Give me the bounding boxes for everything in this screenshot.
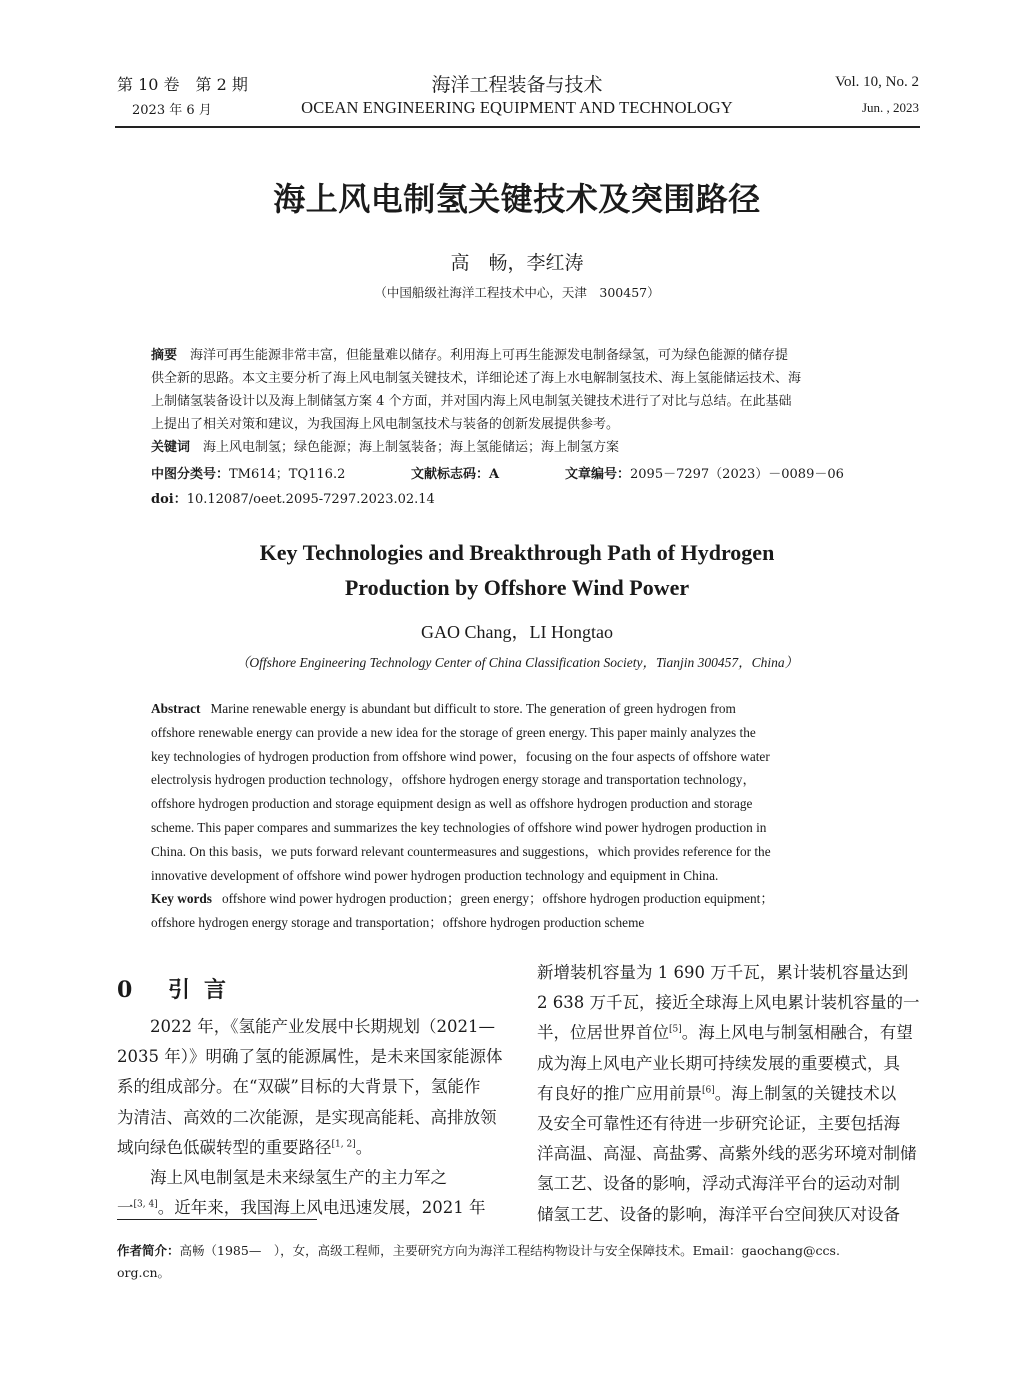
body-line: 及安全可靠性还有待进一步研究论证，主要包括海 — [537, 1114, 900, 1134]
body-line: 储氢工艺、设备的影响，海洋平台空间狭仄对设备 — [537, 1204, 900, 1224]
body-line: 有良好的推广应用前景 — [537, 1083, 702, 1103]
body-line: 为清洁、高效的二次能源，是实现高能耗、高排放领 — [117, 1107, 497, 1127]
abstract-en — [151, 697, 884, 935]
article-number-label: 文章编号： — [565, 467, 631, 482]
paper-title-en-line: Key Technologies and Breakthrough Path of Hydrogen — [259, 540, 775, 565]
body-line: 洋高温、高湿、高盐雾、高紫外线的恶劣环境对制储 — [537, 1144, 917, 1164]
article-number — [565, 463, 844, 482]
clc-label: 中图分类号： — [151, 467, 230, 482]
footnote-text: org.cn。 — [117, 1265, 171, 1280]
abstract-cn-line: 上提出了相关对策和建议，为我国海上风电制氢技术与装备的创新发展提供参考。 — [151, 417, 620, 432]
section-heading — [117, 973, 240, 1004]
doc-code-value: A — [489, 467, 500, 482]
body-line: 氢工艺、设备的影响，浮动式海洋平台的运动对制 — [537, 1174, 900, 1194]
abstract-en-line: innovative development of offshore wind power hydrogen production technology and equipment in China. — [151, 867, 719, 883]
publication-date: 2023 年 6 月 — [132, 103, 212, 118]
body-right-column — [537, 958, 920, 1230]
citation[interactable]: [6] — [702, 1085, 715, 1096]
paper-title-en — [0, 535, 1034, 605]
journal-name-en: OCEAN ENGINEERING EQUIPMENT AND TECHNOLOGY — [301, 98, 733, 117]
document-code — [411, 463, 499, 482]
body-line: 。近年来，我国海上风电迅速发展，2021 年 — [157, 1198, 486, 1218]
authors-cn: 高 畅，李红涛 — [450, 252, 584, 274]
body-line: 2035 年）》明确了氢的能源属性，是未来国家能源体 — [117, 1047, 503, 1067]
body-line: 新增装机容量为 1 690 万千瓦，累计装机容量达到 — [537, 963, 909, 982]
abstract-en-line: offshore hydrogen production and storage equipment design as well as offshore hydrogen production and storage — [151, 796, 753, 812]
section-number: 0 — [117, 977, 147, 1003]
keywords-cn-label: 关键词 — [151, 440, 191, 455]
doi-label: doi： — [151, 492, 187, 507]
authors-en: GAO Chang，LI Hongtao — [421, 622, 613, 642]
clc-number — [151, 463, 345, 482]
keywords-en: offshore wind power hydrogen production；green energy；offshore hydrogen production equipment； — [221, 891, 774, 907]
abstract-en-line: China. On this basis，we puts forward relevant countermeasures and suggestions，which provides reference for the — [151, 843, 771, 859]
abstract-cn-label: 摘要 — [151, 348, 178, 363]
affiliation-en: （Offshore Engineering Technology Center of China Classification Society，Tianjin 300457，China） — [235, 655, 799, 670]
citation[interactable]: [1, 2] — [331, 1139, 356, 1150]
keywords-en-label: Key words — [151, 891, 212, 907]
doi-value[interactable]: 10.12087/oeet.2095-7297.2023.02.14 — [186, 492, 435, 507]
abstract-en-line: electrolysis hydrogen production technology，offshore hydrogen energy storage and transportation technology， — [151, 772, 756, 788]
abstract-en-line: Marine renewable energy is abundant but difficult to store. The generation of green hydrogen from — [210, 701, 736, 716]
body-line: 域向绿色低碳转型的重要路径 — [117, 1137, 332, 1157]
paper-title-cn: 海上风电制氢关键技术及突围路径 — [273, 180, 761, 218]
volume-issue: 第 10 卷 第 2 期 — [117, 75, 248, 94]
body-line: 。海上制氢的关键技术以 — [714, 1083, 897, 1103]
publication-date-en: Jun. , 2023 — [861, 100, 919, 115]
body-line: 海上风电制氢是未来绿氢生产的主力军之 — [150, 1168, 447, 1188]
footnote-divider — [117, 1219, 317, 1220]
citation[interactable]: [5] — [669, 1024, 682, 1035]
abstract-en-line: offshore renewable energy can provide a new idea for the storage of green energy. This paper mainly analyzes the — [151, 724, 756, 740]
header-divider — [115, 126, 920, 128]
journal-name-cn: 海洋工程装备与技术 — [431, 74, 603, 96]
body-line: 一 — [117, 1198, 134, 1218]
body-line: 半，位居世界首位 — [537, 1023, 669, 1043]
body-line: 成为海上风电产业长期可持续发展的重要模式，具 — [537, 1053, 900, 1073]
abstract-cn-line: 海洋可再生能源非常丰富，但能量难以储存。利用海上可再生能源发电制备绿氢，可为绿色能源的储存提 — [190, 348, 789, 363]
section-title: 引言 — [167, 977, 240, 1003]
body-line: 2022 年，《氢能产业发展中长期规划（2021— — [150, 1017, 495, 1036]
article-number-value: 2095－7297（2023）－0089－06 — [630, 467, 844, 482]
abstract-cn-line: 供全新的思路。本文主要分析了海上风电制氢关键技术，详细论述了海上水电解制氢技术、海上氢能储运技术、海 — [151, 371, 802, 386]
abstract-cn — [151, 344, 884, 459]
paper-title-en-line: Production by Offshore Wind Power — [344, 575, 690, 600]
doc-code-label: 文献标志码： — [411, 467, 490, 482]
abstract-cn-line: 上制储氢装备设计以及海上制储氢方案 4 个方面，并对国内海上风电制氢关键技术进行了对比与总结。在此基础 — [151, 394, 792, 409]
footnote-label: 作者简介： — [117, 1243, 180, 1258]
body-line: 2 638 万千瓦，接近全球海上风电累计装机容量的一 — [537, 993, 920, 1013]
footnote-text: 高畅（1985— ），女，高级工程师，主要研究方向为海洋工程结构物设计与安全保障技术。Email：gaochang@ccs. — [179, 1243, 840, 1258]
volume-issue-en: Vol. 10, No. 2 — [835, 74, 919, 90]
abstract-en-label: Abstract — [151, 701, 201, 716]
citation[interactable]: [3, 4] — [133, 1199, 158, 1210]
body-punct: 。 — [355, 1137, 373, 1157]
doi — [151, 488, 435, 507]
keywords-en: offshore hydrogen energy storage and transportation；offshore hydrogen production scheme — [151, 915, 645, 931]
clc-value: TM614；TQ116.2 — [229, 467, 346, 482]
body-line: 系的组成部分。在“双碳”目标的大背景下，氢能作 — [117, 1077, 481, 1097]
affiliation-cn: （中国船级社海洋工程技术中心，天津 300457） — [374, 285, 660, 300]
author-footnote — [117, 1240, 917, 1284]
abstract-en-line: scheme. This paper compares and summarizes the key technologies of offshore wind power hydrogen production in — [151, 819, 767, 835]
body-line: 。海上风电与制氢相融合，有望 — [681, 1023, 913, 1043]
keywords-cn: 海上风电制氢；绿色能源；海上制氢装备；海上氢能储运；海上制氢方案 — [203, 440, 620, 455]
abstract-en-line: key technologies of hydrogen production from offshore wind power，focusing on the four aspects of offshore water — [151, 748, 770, 764]
body-left-column — [117, 1012, 503, 1223]
